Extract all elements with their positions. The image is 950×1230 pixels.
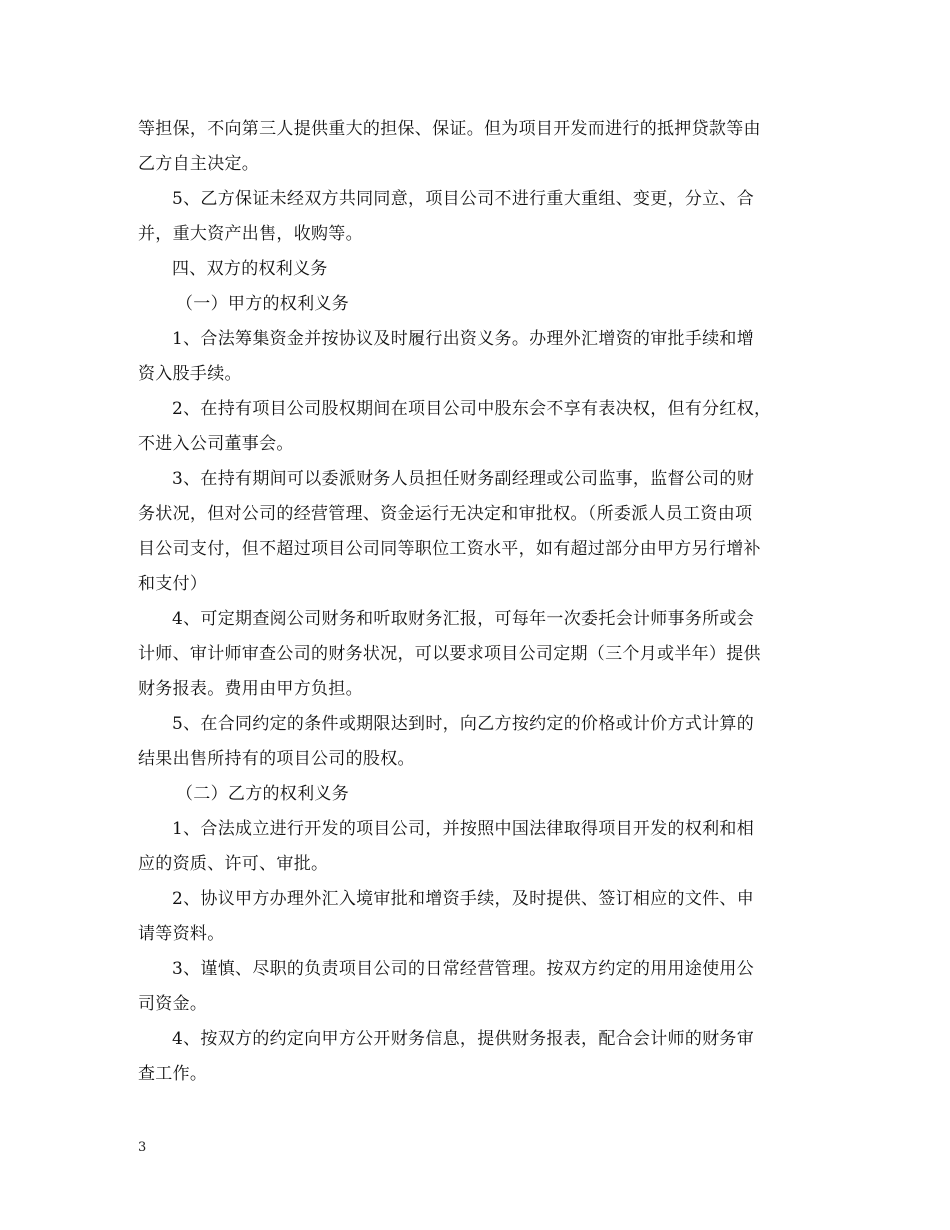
paragraph-party-b-1: 1、合法成立进行开发的项目公司，并按照中国法律取得项目开发的权利和相 应的资质、许可、审批。 bbox=[138, 819, 755, 874]
paragraph-party-a-1: 1、合法筹集资金并按协议及时履行出资义务。办理外汇增资的审批手续和增 资入股手续。 bbox=[138, 329, 755, 384]
subsection-heading-party-b: （二）乙方的权利义务 bbox=[176, 784, 349, 804]
paragraph-party-a-4: 4、可定期查阅公司财务和听取财务汇报，可每年一次委托会计师事务所或会 计师、审计师审查公司的财务状况，可以要求项目公司定期（三个月或半年）提供 财务报表。费用由甲方负担。 bbox=[138, 609, 761, 699]
paragraph-party-a-5: 5、在合同约定的条件或期限达到时，向乙方按约定的价格或计价方式计算的 结果出售所持有的项目公司的股权。 bbox=[138, 714, 755, 769]
paragraph-party-b-2: 2、协议甲方办理外汇入境审批和增资手续，及时提供、签订相应的文件、申 请等资料。 bbox=[138, 889, 755, 944]
page-number: 3 bbox=[138, 1140, 147, 1155]
paragraph-party-a-2: 2、在持有项目公司股权期间在项目公司中股东会不享有表决权，但有分红权， 不进入公司董事会。 bbox=[138, 399, 772, 454]
paragraph-party-a-3: 3、在持有期间可以委派财务人员担任财务副经理或公司监事，监督公司的财 务状况，但对公司的经营管理、资金运行无决定和审批权。（所委派人员工资由项 目公司支付，但不超过项目公司同等职位工资水平，如有超过部分由甲方另行增补 和支付） bbox=[138, 469, 761, 594]
paragraph-party-b-3: 3、谨慎、尽职的负责项目公司的日常经营管理。按双方约定的用用途使用公 司资金。 bbox=[138, 959, 755, 1014]
document-body bbox=[138, 112, 822, 1092]
paragraph-continuation: 等担保，不向第三人提供重大的担保、保证。但为项目开发而进行的抵押贷款等由 乙方自主决定。 bbox=[138, 119, 761, 174]
section-heading-rights-obligations: 四、双方的权利义务 bbox=[172, 259, 328, 279]
paragraph-party-b-4: 4、按双方的约定向甲方公开财务信息，提供财务报表，配合会计师的财务审 查工作。 bbox=[138, 1029, 755, 1084]
paragraph-clause-3-5: 5、乙方保证未经双方共同同意，项目公司不进行重大重组、变更，分立、合 并，重大资产出售，收购等。 bbox=[138, 189, 755, 244]
subsection-heading-party-a: （一）甲方的权利义务 bbox=[176, 294, 349, 314]
